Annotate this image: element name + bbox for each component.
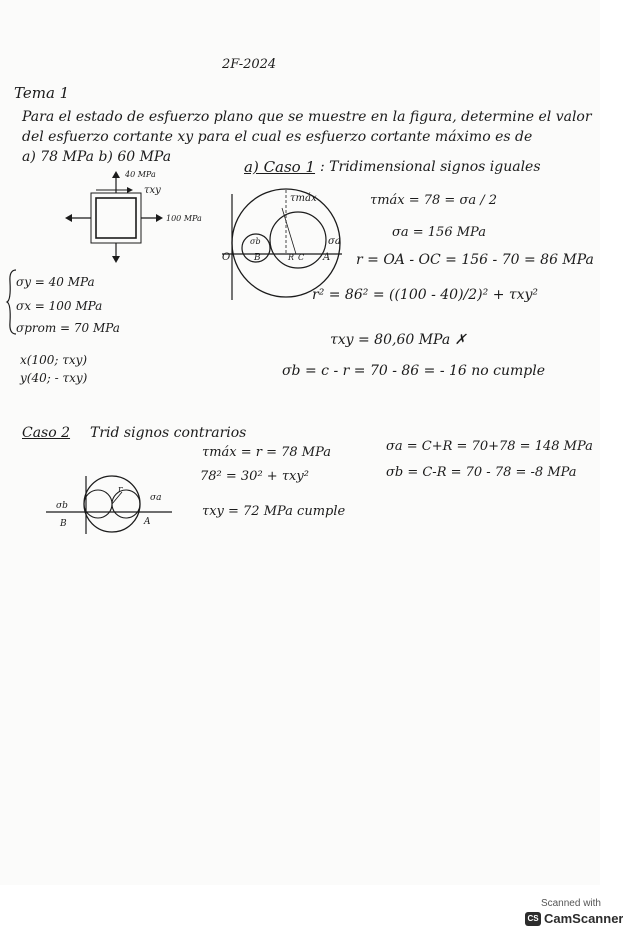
mohr1-r: R xyxy=(288,253,295,262)
scanned-with-text: Scanned with xyxy=(540,898,601,909)
element-shear-label: τxy xyxy=(144,185,161,196)
mohr2-left-circle xyxy=(84,490,112,518)
mohr2-r: r xyxy=(118,485,123,495)
data-point-y: y(40; - τxy) xyxy=(20,371,88,385)
mohr1-sigma-b: σb xyxy=(250,237,261,246)
case2-eq4: σa = C+R = 70+78 = 148 MPa xyxy=(386,439,593,454)
mohr-circle-case2 xyxy=(46,474,176,536)
element-right-label: 100 MPa xyxy=(166,214,202,223)
camscanner-brand: CamScanner xyxy=(544,911,623,926)
mohr2-point-b: B xyxy=(60,519,67,529)
mohr1-point-c: C xyxy=(298,253,305,262)
case1-eq4: r² = 86² = ((100 - 40)/2)² + τxy² xyxy=(312,287,539,303)
arrow-down-icon xyxy=(112,256,120,263)
case1-title: a) Caso 1 xyxy=(244,158,316,176)
case1-eq2: σa = 156 MPa xyxy=(392,225,486,240)
case2-title: Caso 2 xyxy=(22,425,71,441)
problem-line-1: Para el estado de esfuerzo plano que se muestre en la figura, determine el valor xyxy=(22,109,592,125)
element-square xyxy=(96,198,136,238)
problem-line-3: a) 78 MPa b) 60 MPa xyxy=(22,149,172,165)
case1-eq1: τmáx = 78 = σa / 2 xyxy=(370,193,497,208)
data-point-x: x(100; τxy) xyxy=(20,353,88,367)
camscanner-logo-icon: CS xyxy=(525,912,541,926)
data-sx: σx = 100 MPa xyxy=(16,299,103,313)
data-sy: σy = 40 MPa xyxy=(16,275,95,289)
element-top-label: 40 MPa xyxy=(125,170,156,179)
element-outline xyxy=(91,193,141,243)
mohr-circle-case1 xyxy=(220,188,350,303)
mohr1-tau-max: τmáx xyxy=(290,193,317,204)
mohr2-right-circle xyxy=(112,490,140,518)
case1-subtitle: : Tridimensional signos iguales xyxy=(320,159,541,175)
topic-title: Tema 1 xyxy=(14,84,70,102)
arrow-up-icon xyxy=(112,171,120,178)
problem-line-2: del esfuerzo cortante xy para el cual es esfuerzo cortante máximo es de xyxy=(22,129,533,145)
exam-code: 2F-2024 xyxy=(222,57,277,72)
case1-eq5: τxy = 80,60 MPa ✗ xyxy=(330,332,467,348)
case2-eq1: τmáx = r = 78 MPa xyxy=(202,445,332,460)
case2-eq3: τxy = 72 MPa cumple xyxy=(202,504,346,519)
mohr2-point-a: A xyxy=(144,517,151,527)
case2-eq5: σb = C-R = 70 - 78 = -8 MPa xyxy=(386,465,577,480)
mohr1-point-b: B xyxy=(254,253,261,263)
mohr1-sigma-a: σa xyxy=(328,236,341,247)
case2-subtitle: Trid signos contrarios xyxy=(90,425,247,441)
shear-arrow-top-icon xyxy=(127,187,133,193)
case1-eq6: σb = c - r = 70 - 86 = - 16 no cumple xyxy=(282,363,546,379)
arrow-right-icon xyxy=(156,214,163,222)
mohr1-point-a: A xyxy=(323,252,331,263)
mohr2-sigma-b: σb xyxy=(56,501,68,511)
case2-eq2: 78² = 30² + τxy² xyxy=(200,469,309,484)
mohr2-sigma-a: σa xyxy=(150,493,162,503)
camscanner-badge xyxy=(521,898,623,928)
case1-eq3: r = OA - OC = 156 - 70 = 86 MPa xyxy=(356,252,594,268)
mohr1-origin: O xyxy=(222,252,231,263)
stress-element-figure xyxy=(58,168,238,268)
data-sprom: σprom = 70 MPa xyxy=(16,321,120,335)
arrow-left-icon xyxy=(65,214,72,222)
